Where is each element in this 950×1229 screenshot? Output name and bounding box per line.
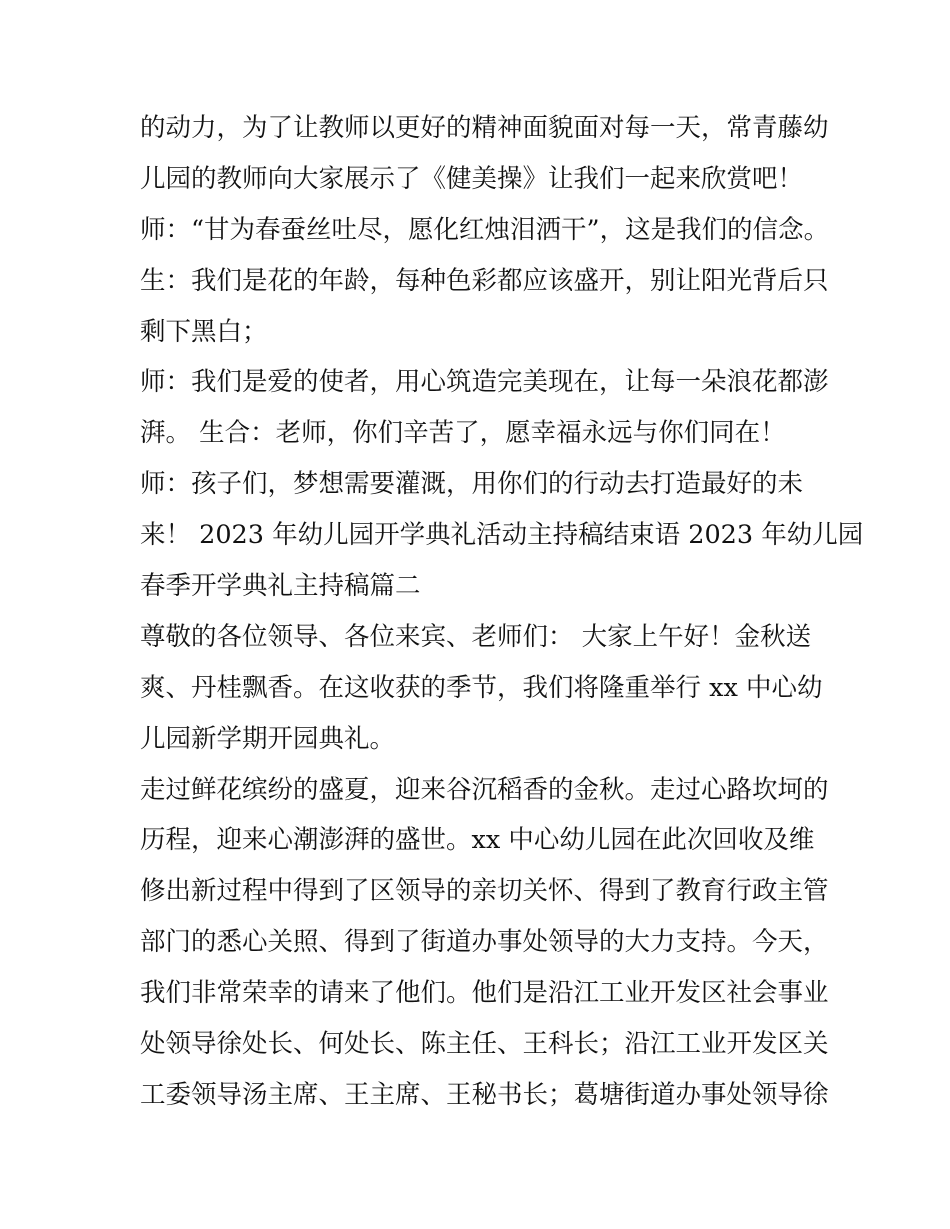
text-line: 工委领导汤主席、王主席、王秘书长；葛塘街道办事处领导徐: [140, 1079, 829, 1110]
text-line: 部门的悉心关照、得到了街道办事处领导的大力支持。今天，: [140, 927, 829, 958]
text-line: 走过鲜花缤纷的盛夏，迎来谷沉稻香的金秋。走过心路坎坷的: [140, 774, 829, 805]
text-line: 湃。 生合：老师，你们辛苦了，愿幸福永远与你们同在！: [140, 418, 786, 449]
text-line: 修出新过程中得到了区领导的亲切关怀、得到了教育行政主管: [140, 876, 829, 907]
text-line: 历程，迎来心潮澎湃的盛世。xx 中心幼儿园在此次回收及维: [140, 825, 815, 856]
text-line: 处领导徐处长、何处长、陈主任、王科长；沿江工业开发区关: [140, 1029, 829, 1060]
text-line: 尊敬的各位领导、各位来宾、老师们： 大家上午好！金秋送: [140, 621, 812, 652]
text-line: 师：孩子们，梦想需要灌溉，用你们的行动去打造最好的未: [140, 469, 804, 500]
text-line: 来！ 2023 年幼儿园开学典礼活动主持稿结束语 2023 年幼儿园: [140, 520, 864, 551]
text-line: 剩下黑白；: [140, 316, 268, 347]
text-line: 春季开学典礼主持稿篇二: [140, 571, 421, 602]
text-line: 儿园的教师向大家展示了《健美操》让我们一起来欣赏吧！: [140, 163, 804, 194]
text-line: 生：我们是花的年龄，每种色彩都应该盛开，别让阳光背后只: [140, 265, 829, 296]
text-line: 师：“甘为春蚕丝吐尽，愿化红烛泪洒干”，这是我们的信念。: [140, 214, 830, 245]
text-line: 我们非常荣幸的请来了他们。他们是沿江工业开发区社会事业: [140, 978, 829, 1009]
text-line: 爽、丹桂飘香。在这收获的季节，我们将隆重举行 xx 中心幼: [140, 672, 823, 703]
text-line: 儿园新学期开园典礼。: [140, 723, 396, 754]
text-line: 师：我们是爱的使者，用心筑造完美现在，让每一朵浪花都澎: [140, 367, 829, 398]
text-line: 的动力，为了让教师以更好的精神面貌面对每一天，常青藤幼: [140, 113, 829, 143]
document-body: [140, 103, 864, 1121]
